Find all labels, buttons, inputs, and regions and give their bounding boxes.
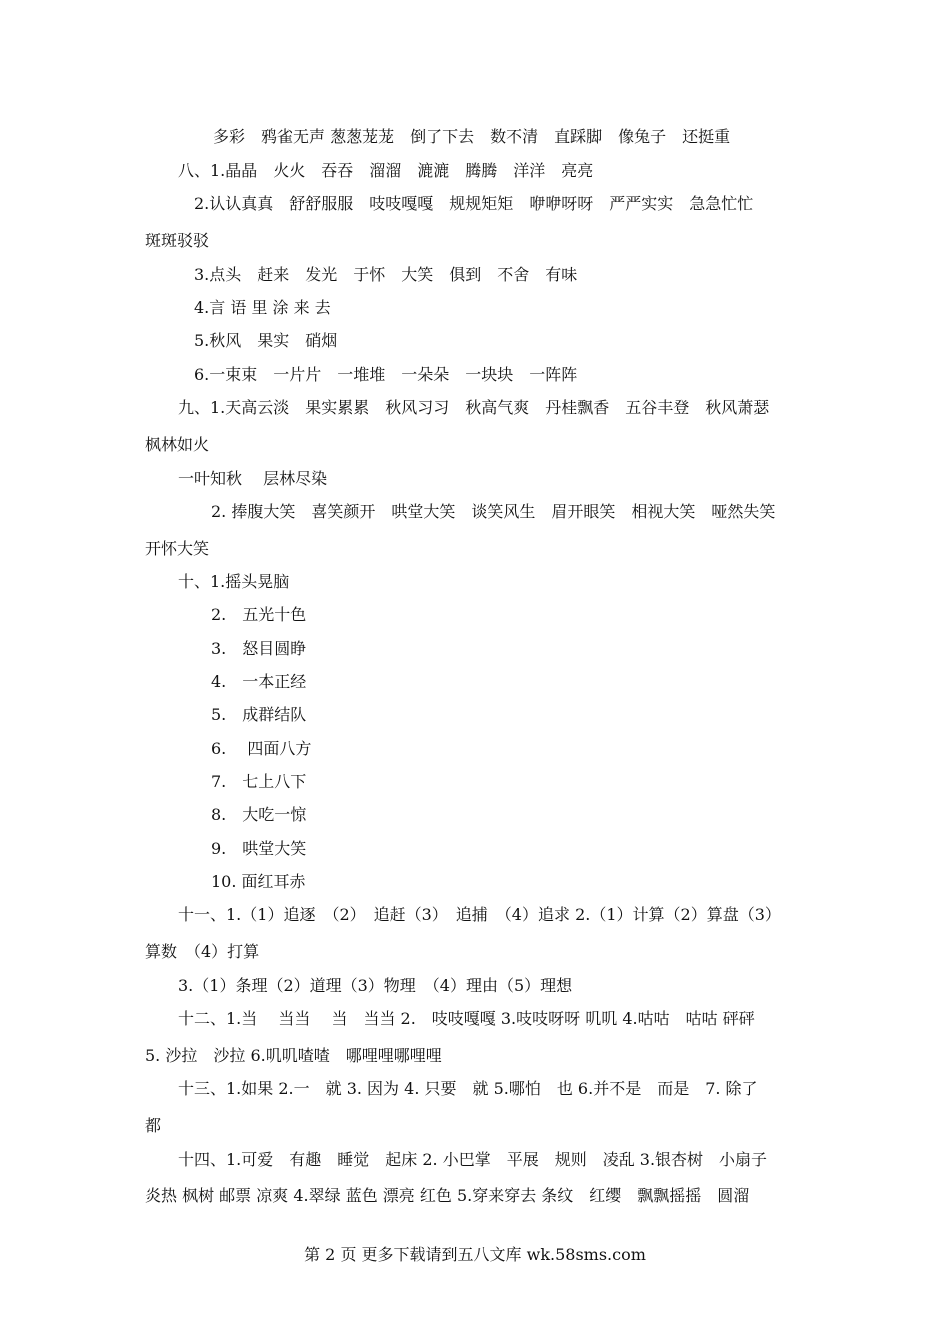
text-line: 10. 面红耳赤 — [211, 872, 306, 891]
text-line: 八、1.晶晶 火火 吞吞 溜溜 漉漉 腾腾 洋洋 亮亮 — [178, 161, 594, 180]
text-line: 4.言 语 里 涂 来 去 — [194, 298, 331, 317]
text-line: 5. 成群结队 — [211, 705, 307, 724]
text-line: 十四、1.可爱 有趣 睡觉 起床 2. 小巴掌 平展 规则 凌乱 3.银杏树 小扇子 — [178, 1150, 768, 1169]
text-line: 都 — [145, 1116, 162, 1135]
text-line: 炎热 枫树 邮票 凉爽 4.翠绿 蓝色 漂亮 红色 5.穿来穿去 条纹 红缨 飘飘摇摇 圆溜 — [145, 1186, 750, 1205]
text-line: 开怀大笑 — [145, 539, 210, 558]
text-line: 十二、1.当 当当 当 当当 2. 吱吱嘎嘎 3.吱吱呀呀 叽叽 4.咕咕 咕咕 砰砰 — [178, 1009, 755, 1028]
text-line: 2. 捧腹大笑 喜笑颜开 哄堂大笑 谈笑风生 眉开眼笑 相视大笑 哑然失笑 — [211, 502, 776, 521]
text-line: 9. 哄堂大笑 — [211, 839, 307, 858]
text-line: 5. 沙拉 沙拉 6.叽叽喳喳 哪哩哩哪哩哩 — [145, 1046, 442, 1065]
text-line: 2. 五光十色 — [211, 605, 307, 624]
text-line: 十一、1.（1）追逐 （2） 追赶（3） 追捕 （4）追求 2.（1）计算（2）算盘（3） — [178, 905, 781, 924]
text-line: 3.点头 赶来 发光 于怀 大笑 俱到 不舍 有味 — [194, 265, 578, 284]
text-line: 斑斑驳驳 — [145, 231, 210, 250]
text-line: 6. 四面八方 — [211, 739, 312, 758]
text-line: 算数 （4）打算 — [145, 942, 260, 961]
text-line: 十三、1.如果 2.一 就 3. 因为 4. 只要 就 5.哪怕 也 6.并不是 而是 7. 除了 — [178, 1079, 758, 1098]
text-line: 九、1.天高云淡 果实累累 秋风习习 秋高气爽 丹桂飘香 五谷丰登 秋风萧瑟 — [178, 398, 770, 417]
text-line: 8. 大吃一惊 — [211, 805, 307, 824]
text-line: 4. 一本正经 — [211, 672, 307, 691]
text-line: 3. 怒目圆睁 — [211, 639, 307, 658]
text-line: 5.秋风 果实 硝烟 — [194, 331, 338, 350]
text-line: 枫林如火 — [145, 435, 210, 454]
text-line: 3.（1）条理（2）道理（3）物理 （4）理由（5）理想 — [178, 976, 573, 995]
text-line: 2.认认真真 舒舒服服 吱吱嘎嘎 规规矩矩 咿咿呀呀 严严实实 急急忙忙 — [194, 194, 754, 213]
page-footer: 第 2 页 更多下载请到五八文库 wk.58sms.com — [304, 1245, 646, 1264]
text-line: 多彩 鸦雀无声 葱葱茏茏 倒了下去 数不清 直踩脚 像兔子 还挺重 — [213, 127, 731, 146]
text-line: 7. 七上八下 — [211, 772, 307, 791]
text-line: 一叶知秋 层林尽染 — [178, 469, 328, 488]
text-line: 6.一束束 一片片 一堆堆 一朵朵 一块块 一阵阵 — [194, 365, 578, 384]
text-line: 十、1.摇头晃脑 — [178, 572, 290, 591]
